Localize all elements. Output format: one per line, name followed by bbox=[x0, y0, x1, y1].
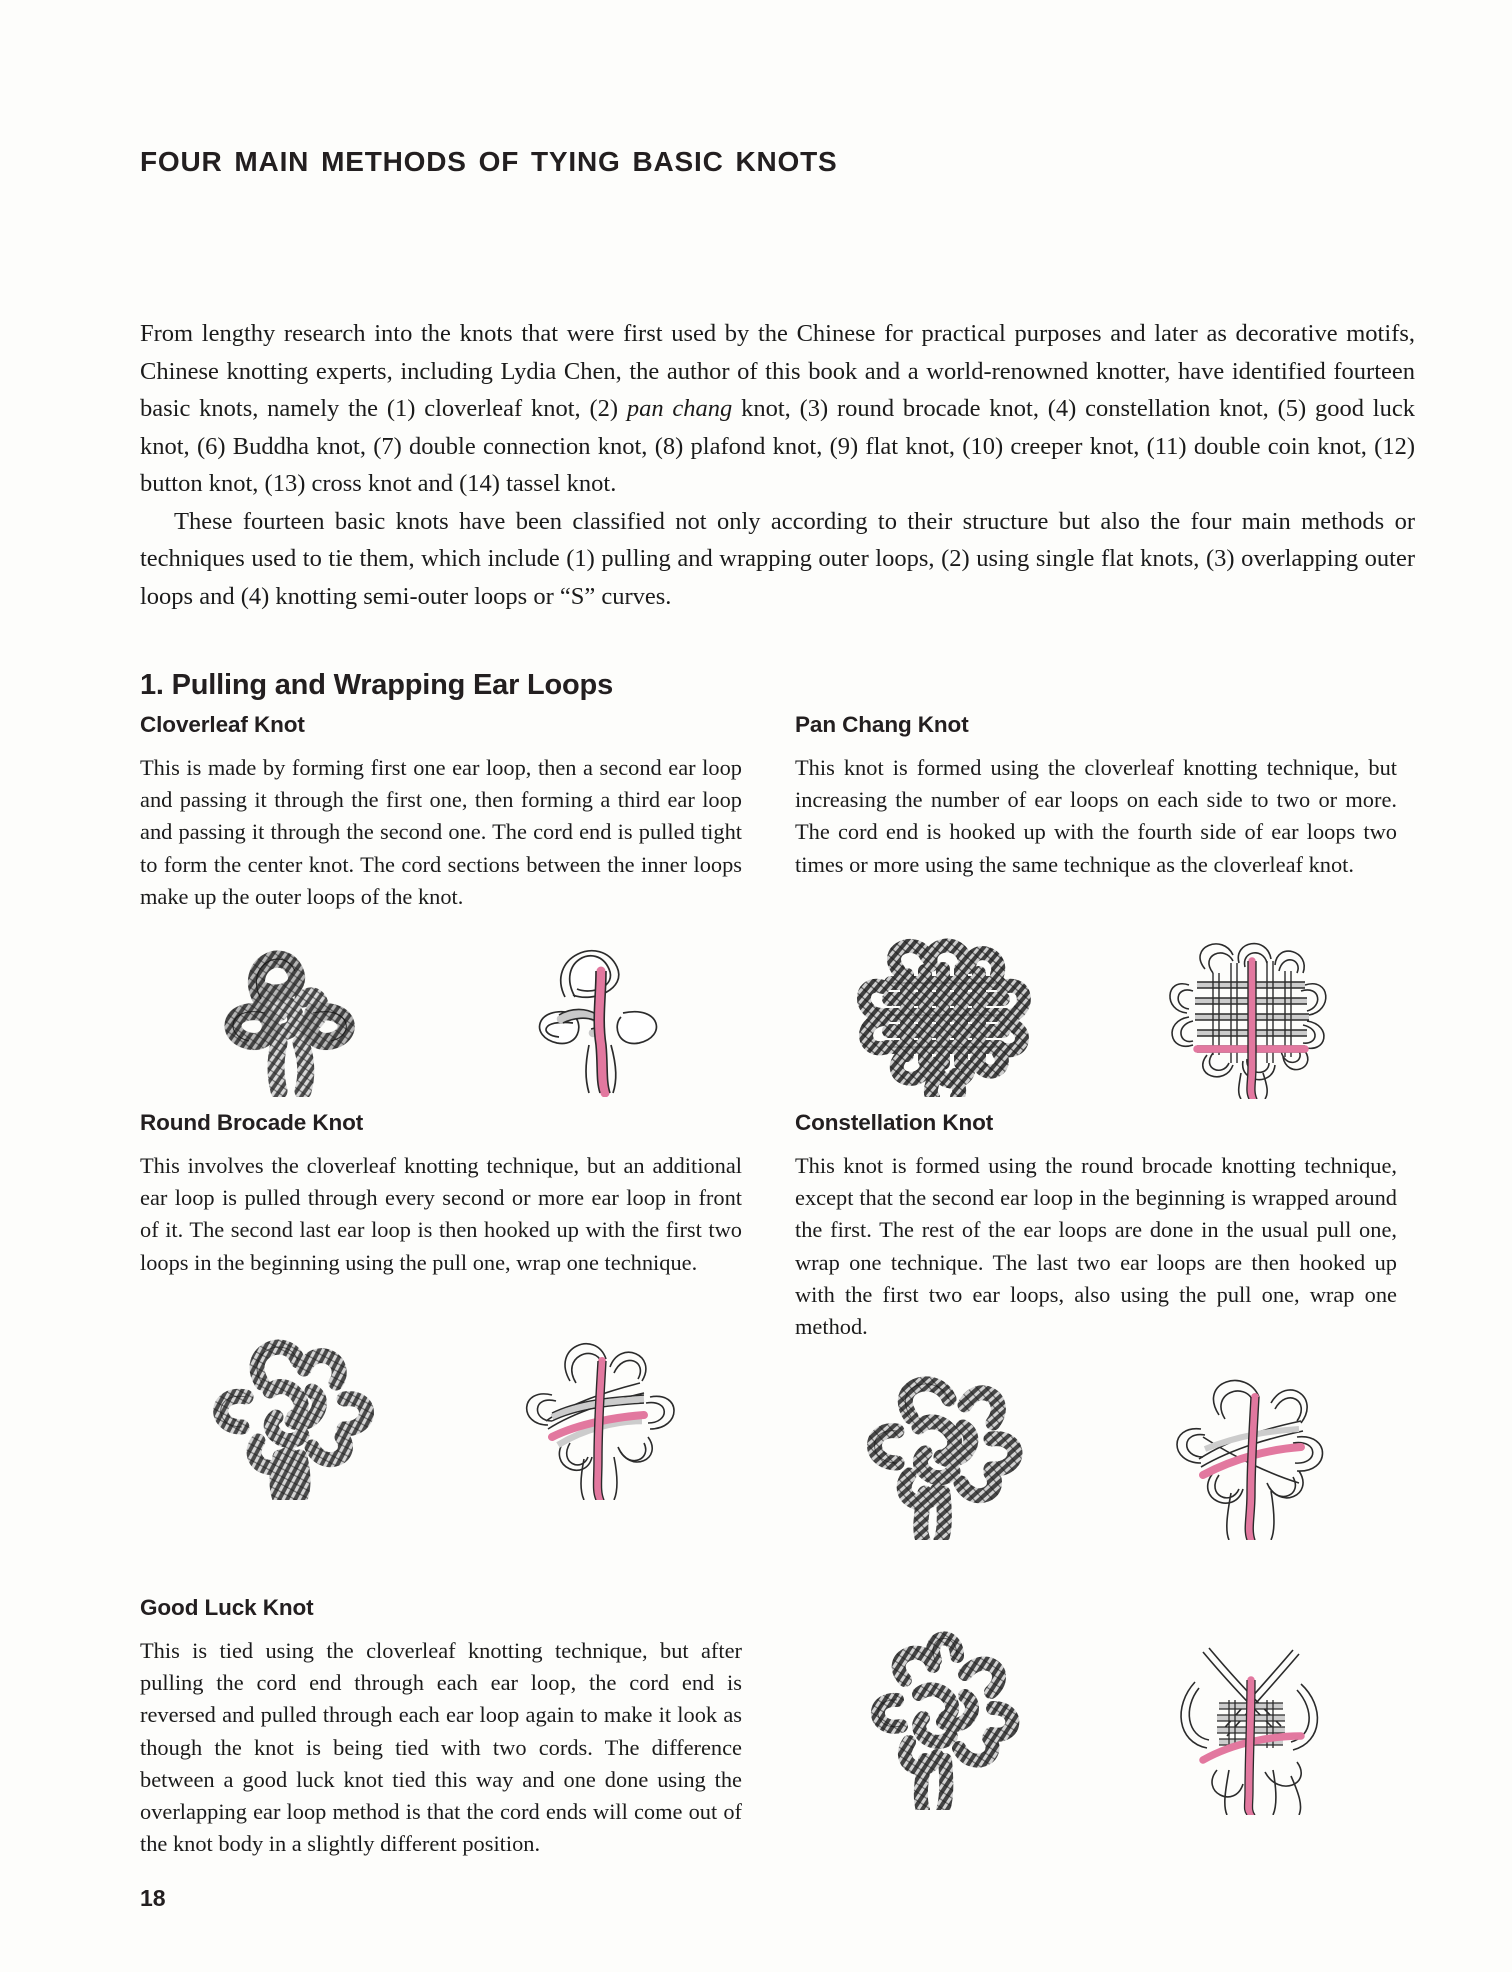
cloverleaf-diagram-illustration bbox=[489, 927, 699, 1097]
knot-block-constellation bbox=[795, 1110, 1397, 1540]
good-luck-photo-illustration bbox=[839, 1620, 1054, 1810]
knot-text-cloverleaf: This is made by forming first one ear loop, then a second ear loop and passing it through the first one, then forming a third ear loop and passing it through the second one. The cord end is pulled tight to form the center knot. The cord sections between the inner loops make up the outer loops of the knot. bbox=[140, 755, 742, 909]
knot-text-constellation: This knot is formed using the round brocade knotting technique, except that the second ear loop in the beginning is wrapped around the first. The rest of the ear loops are done in the usual pull one, wrap one technique. The last two ear loops are then hooked up with the first two ear loops, also using the pull one, wrap one method. bbox=[795, 1153, 1397, 1340]
figure-row-round-brocade bbox=[140, 1325, 742, 1500]
knot-title-round-brocade: Round Brocade Knot bbox=[140, 1110, 364, 1135]
intro-paragraph-1 bbox=[140, 315, 1415, 503]
knot-text-round-brocade: This involves the cloverleaf knotting technique, but an additional ear loop is pulled through every second or more ear loop in front of it. The second last ear loop is then hooked up with the first two loops in the beginning using the pull one, wrap one technique. bbox=[140, 1153, 742, 1275]
figure-block-good-luck bbox=[795, 1620, 1397, 1815]
pan-chang-diagram-illustration bbox=[1143, 927, 1353, 1099]
knot-title-cloverleaf: Cloverleaf Knot bbox=[140, 712, 305, 737]
knot-title-pan-chang: Pan Chang Knot bbox=[795, 712, 969, 737]
intro-p1-part-a: From lengthy research into the knots that were first used by the Chinese for practical purposes and later as decorative motifs, Chinese knotting experts, including Lydia Chen, the author of this book and a world-renowned knotter, have identified fourteen basic knots, namely the (1) cloverleaf knot, (2) bbox=[140, 320, 1415, 422]
intro-p1-part-b: knot, (3) round brocade knot, (4) constellation knot, (5) good luck knot, (6) Buddha knot, (7) double connection knot, (8) plafond knot, (9) flat knot, (10) creeper knot, (11) double coin knot, (12) button knot, (13) cross knot and (14) tassel knot. bbox=[140, 395, 1415, 497]
knot-text-good-luck: This is tied using the cloverleaf knotting technique, but after pulling the cord end through each ear loop, the cord end is reversed and pulled through each ear loop again to make it look as though the knot is being tied with two cords. The difference between a good luck knot tied this way and one done using the overlapping ear loop method is that the cord ends will come out of the knot body in a slightly different position. bbox=[140, 1638, 742, 1857]
knot-title-constellation: Constellation Knot bbox=[795, 1110, 994, 1135]
intro-block bbox=[140, 315, 1415, 615]
knot-block-cloverleaf bbox=[140, 712, 742, 1097]
knot-block-good-luck bbox=[140, 1595, 742, 1860]
intro-p1-emphasis: pan chang bbox=[626, 395, 733, 422]
knot-block-round-brocade bbox=[140, 1110, 742, 1500]
page-content bbox=[140, 0, 1415, 1972]
figure-row-cloverleaf bbox=[140, 927, 742, 1097]
cloverleaf-photo-illustration bbox=[183, 927, 403, 1097]
figure-row-constellation bbox=[795, 1365, 1397, 1540]
constellation-photo-illustration bbox=[839, 1365, 1054, 1540]
knot-title-good-luck: Good Luck Knot bbox=[140, 1595, 314, 1620]
figure-row-pan-chang bbox=[795, 927, 1397, 1099]
round-brocade-photo-illustration bbox=[184, 1325, 399, 1500]
good-luck-diagram-illustration bbox=[1143, 1620, 1353, 1815]
page-number: 18 bbox=[140, 1885, 166, 1911]
intro-paragraph-2: These fourteen basic knots have been classified not only according to their structure but also the four main methods or techniques used to tie them, which include (1) pulling and wrapping outer loops, (2) using single flat knots, (3) overlapping outer loops and (4) knotting semi-outer loops or “S” curves. bbox=[140, 507, 1415, 610]
pan-chang-photo-illustration bbox=[839, 927, 1054, 1097]
section-heading-1: 1. Pulling and Wrapping Ear Loops bbox=[140, 669, 614, 702]
constellation-diagram-illustration bbox=[1143, 1365, 1353, 1540]
round-brocade-diagram-illustration bbox=[488, 1325, 698, 1500]
knot-text-pan-chang: This knot is formed using the cloverleaf knotting technique, but increasing the number of ear loops on each side to two or more. The cord end is hooked up with the fourth side of ear loops two times or more using the same technique as the cloverleaf knot. bbox=[795, 755, 1397, 877]
knot-block-pan-chang bbox=[795, 712, 1397, 1099]
figure-row-good-luck bbox=[795, 1620, 1397, 1815]
page-title: four main methods of tying basic knots bbox=[140, 135, 838, 180]
